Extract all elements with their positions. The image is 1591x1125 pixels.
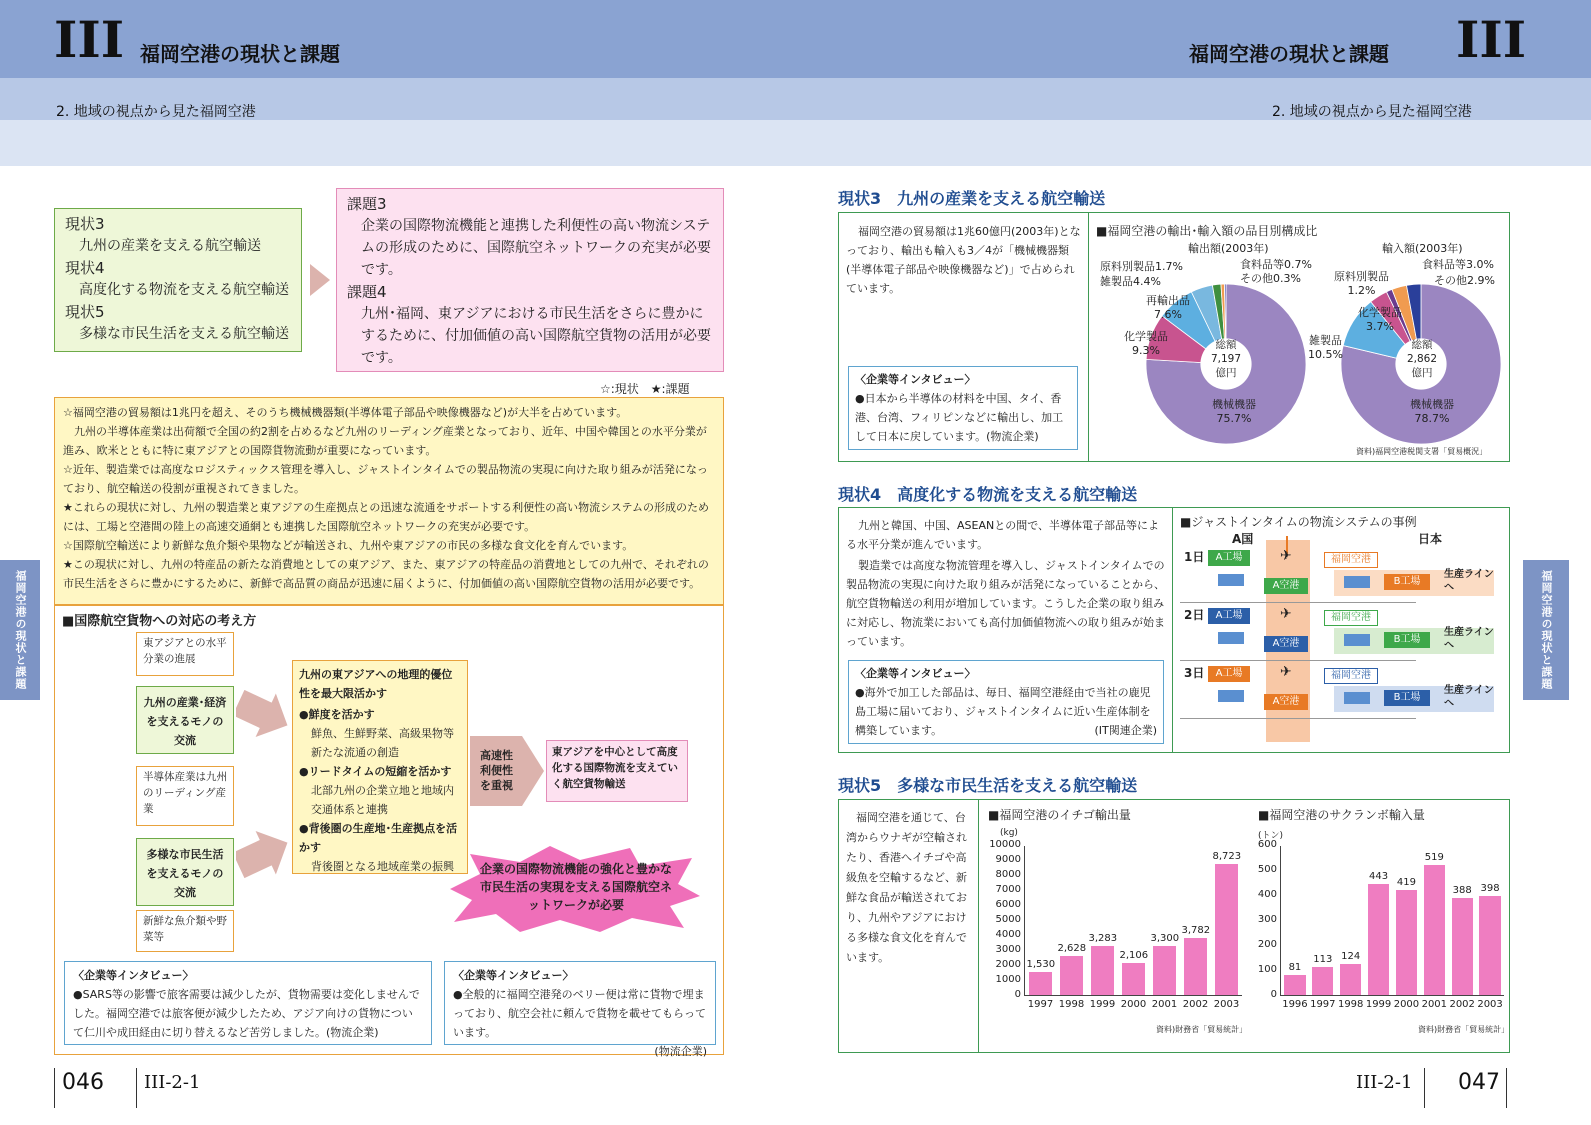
cherry-source: 資料)財務省「貿易統計」 [1418, 1025, 1510, 1034]
footer-rule [1424, 1068, 1425, 1108]
pie-label: 化学製品 9.3% [1124, 330, 1168, 357]
row-divider [1180, 718, 1416, 719]
pie-chart-title: ■福岡空港の輸出･輸入額の品目別構成比 [1096, 224, 1318, 238]
truck-icon [1344, 576, 1370, 588]
page-number-right: 047 [1458, 1070, 1500, 1095]
page-title-right: 福岡空港の現状と課題 [1189, 42, 1389, 66]
factory-b: B工場 [1384, 690, 1430, 706]
row-divider [1180, 602, 1416, 603]
bubble-horizontal: 東アジアとの水平分業の進展 [136, 632, 234, 676]
footer-rule [136, 1068, 137, 1108]
issue-text: 九州･福岡、東アジアにおける市民生活をさらに豊かにするために、付加価値の高い国際航空貨物の活用が必要です。 [361, 306, 711, 366]
status-box [54, 208, 302, 352]
day-label: 2日 [1184, 608, 1205, 622]
interview-box-2 [444, 961, 716, 1058]
y-tick-label: 6000 [995, 899, 1021, 910]
status-label: 現状4 [65, 259, 105, 277]
section3-title: 現状3 九州の産業を支える航空輸送 [838, 189, 1106, 208]
page-label-left: III-2-1 [144, 1072, 201, 1093]
note: ☆福岡空港の貿易額は1兆円を超え、そのうち機械機器類(半導体電子部品や映像機器など)が大半を占めています。 [63, 406, 628, 419]
page-label-right: III-2-1 [1356, 1072, 1413, 1093]
production-line: 生産ラインへ [1444, 685, 1494, 709]
row-divider [1180, 660, 1416, 661]
bar-value-label: 443 [1369, 871, 1389, 883]
strawberry-title: ■福岡空港のイチゴ輸出量 [988, 808, 1131, 822]
plane-icon: ✈ [1280, 664, 1292, 680]
footer-rule [54, 1068, 55, 1108]
note: 九州の半導体産業は出荷額で全国の約2割を占めるなど九州のリーディング産業となっており、近年、中国や韓国との水平分業が進み、欧米とともに特に東アジアとの国際貨物流動が重要になっています。 [63, 425, 707, 457]
note: ★これらの現状に対し、九州の製造業と東アジアの生産拠点との迅速な流通をサポートする利便性の高い物流システムの形成のためには、工場と空港間の陸上の高速交通網とも連携した国際航空ネットワークの充実が必要です。 [63, 501, 709, 533]
plane-icon: ✈ [1280, 606, 1292, 622]
bar-value-label: 419 [1396, 877, 1416, 889]
bar-value-label: 81 [1288, 961, 1302, 973]
airport-a: A空港 [1264, 694, 1308, 710]
factory-b: B工場 [1384, 632, 1430, 648]
bar-value-label: 388 [1452, 885, 1472, 896]
production-line: 生産ラインへ [1444, 627, 1494, 651]
issues-box [336, 188, 724, 372]
y-tick-label: 0 [1014, 989, 1021, 1000]
bar-1999 [1368, 884, 1389, 995]
country-a: A国 [1232, 532, 1254, 546]
subheader-band-light [0, 120, 1591, 166]
x-tick-label: 2002 [1449, 999, 1475, 1010]
pie1-total: 総額 7,197 億円 [1210, 339, 1242, 379]
chapter-numeral-right: III [1456, 10, 1527, 69]
airport-fukuoka: 福岡空港 [1324, 552, 1378, 568]
footer-rule [1506, 1068, 1507, 1108]
interview-source: (IT関連企業) [1094, 724, 1157, 737]
x-tick-label: 2001 [1421, 999, 1448, 1010]
x-tick-label: 2003 [1213, 999, 1240, 1010]
bar-1998 [1340, 964, 1361, 995]
cherry-chart [1257, 839, 1504, 1010]
interview-text: ●SARS等の影響で旅客需要は減少したが、貨物需要は変化しませんでした。福岡空港では旅客便が減少したため、アジア向けの貨物について仁川や成田経由に切り替えるなど苦労しました。(物流企業) [73, 988, 420, 1039]
issue-label: 課題3 [347, 195, 387, 213]
bubble-fresh: 新鮮な魚介類や野菜等 [136, 910, 234, 952]
section4-interview [848, 660, 1164, 744]
pie-label: 雑製品 10.5% [1308, 334, 1343, 361]
side-tab-right[interactable]: 福岡空港の現状と課題 [1523, 560, 1569, 700]
divider [1088, 212, 1089, 462]
truck-icon [1218, 632, 1244, 644]
bar-value-label: 8,723 [1212, 851, 1242, 863]
pie2-title: 輸入額(2003年) [1382, 242, 1463, 255]
truck-icon [1344, 634, 1370, 646]
y-tick-label: 5000 [995, 914, 1021, 925]
y-tick-label: 0 [1270, 989, 1277, 1000]
x-tick-label: 1999 [1089, 999, 1116, 1010]
airport-fukuoka: 福岡空港 [1324, 668, 1378, 684]
truck-icon [1344, 692, 1370, 704]
truck-icon [1218, 690, 1244, 702]
y-tick-label: 100 [1257, 964, 1277, 975]
pie-label: 食料品等3.0% [1422, 258, 1494, 271]
pie-label: 原料別製品1.7% [1100, 260, 1183, 273]
x-tick-label: 2000 [1120, 999, 1147, 1010]
bar-2000 [1122, 963, 1146, 995]
airport-a: A空港 [1264, 636, 1308, 652]
status-text: 高度化する物流を支える航空輸送 [79, 282, 289, 298]
issue-text: 企業の国際物流機能と連携した利便性の高い物流システムの形成のために、国際航空ネットワークの充実が必要です。 [361, 218, 711, 278]
interview-title: 〈企業等インタビュー〉 [453, 969, 574, 982]
chapter-numeral-left: III [54, 10, 125, 69]
y-tick-label: 600 [1257, 839, 1277, 850]
divider [1172, 507, 1173, 753]
pie-label: 食料品等0.7% [1240, 258, 1312, 271]
y-tick-label: 500 [1257, 864, 1277, 875]
concept-arrows [236, 690, 292, 890]
page-number-left: 046 [62, 1070, 104, 1095]
point-body: 鮮魚、生鮮野菜、高級果物等新たな流通の創造 [311, 727, 454, 759]
airport-fukuoka: 福岡空港 [1324, 610, 1378, 626]
bar-1997 [1029, 972, 1053, 995]
interview-title: 〈企業等インタビュー〉 [855, 373, 976, 386]
section5-text: 福岡空港を通じて、台湾からウナギが空輸されたり、香港へイチゴや高級魚を空輸するなど、新鮮な食品が輸送されており、九州やアジアにおける多様な食文化を育んでいます。 [846, 811, 967, 964]
strawberry-source: 資料)財務省「貿易統計」 [1156, 1025, 1248, 1034]
x-tick-label: 1997 [1027, 999, 1054, 1010]
section3-text: 福岡空港の貿易額は1兆60億円(2003年)となっており、輸出も輸入も3／4が「機械機器類(半導体電子部品や映像機器など)」で占められています。 [846, 225, 1081, 295]
pie1-title: 輸出額(2003年) [1188, 242, 1269, 255]
y-tick-label: 9000 [995, 854, 1021, 865]
bar-value-label: 113 [1313, 953, 1333, 965]
interview-title: 〈企業等インタビュー〉 [73, 969, 194, 982]
issue-label: 課題4 [347, 283, 387, 301]
bar-2001 [1153, 946, 1177, 996]
y-tick-label: 10000 [989, 839, 1021, 850]
section3-interview [848, 366, 1078, 450]
note: ☆近年、製造業では高度なロジスティックス管理を導入し、ジャストインタイムでの製品物流の実現に向けた取り組みが活発になっており、航空輸送の役割が重視されてきました。 [63, 463, 708, 495]
note: ☆国際航空輸送により新鮮な魚介類や果物などが輸送され、九州や東アジアの市民の多様な食文化を育んでいます。 [63, 539, 634, 552]
factory-a: A工場 [1208, 666, 1250, 682]
airport-a: A空港 [1264, 578, 1308, 594]
pie-label: 再輸出品 7.6% [1146, 294, 1190, 321]
bar-2002 [1452, 898, 1473, 995]
section4-text1: 九州と韓国、中国、ASEANとの間で、半導体電子部品等による水平分業が進んでいます。 [846, 519, 1159, 551]
pie-source: 資料)福岡空港税関支署「貿易概況」 [1356, 447, 1488, 456]
day-label: 3日 [1184, 666, 1205, 680]
pie-label: 雑製品4.4% [1100, 275, 1161, 288]
bar-value-label: 124 [1341, 951, 1361, 962]
x-tick-label: 1999 [1365, 999, 1392, 1010]
x-tick-label: 2001 [1151, 999, 1178, 1010]
interview-text: ●全般的に福岡空港発のベリー便は常に貨物で埋まっており、航空会社に頼んで貨物を載せてもらっています。 [453, 988, 706, 1039]
status-label: 現状5 [65, 303, 105, 321]
pie2-total: 総額 2,862 億円 [1406, 339, 1438, 379]
pie-label: その他2.9% [1434, 274, 1495, 287]
bar-1999 [1091, 946, 1115, 995]
legend: ☆:現状 ★:課題 [600, 382, 690, 396]
interview-box-1 [64, 961, 432, 1045]
section5-title: 現状5 多様な市民生活を支える航空輸送 [838, 776, 1138, 795]
x-tick-label: 2002 [1182, 999, 1209, 1010]
bar-value-label: 3,782 [1181, 925, 1211, 937]
bar-1998 [1060, 956, 1084, 995]
bar-1996 [1284, 975, 1305, 995]
bar-2000 [1396, 890, 1417, 995]
pie-label: その他0.3% [1240, 272, 1301, 285]
point-head: ●背後圏の生産地･生産拠点を活かす [299, 822, 458, 854]
production-line: 生産ラインへ [1444, 569, 1494, 593]
bar-1997 [1312, 967, 1333, 995]
bar-2003 [1479, 896, 1500, 996]
star-text: 企業の国際物流機能の強化と豊かな市民生活の実現を支える国際航空ネットワークが必要 [479, 862, 672, 912]
y-tick-label: 2000 [995, 959, 1021, 970]
flow-arrow [310, 264, 330, 296]
bar-2001 [1424, 865, 1445, 995]
factory-a: A工場 [1208, 608, 1250, 624]
speed-arrow-head [522, 736, 544, 806]
bar-2002 [1184, 938, 1208, 995]
goal-box: 東アジアを中心として高度化する国際物流を支えていく航空貨物輸送 [546, 740, 688, 802]
status-label: 現状3 [65, 215, 105, 233]
bar-2003 [1215, 864, 1239, 995]
bar-value-label: 398 [1480, 882, 1500, 894]
center-title: 九州の東アジアへの地理的優位性を最大限活かす [299, 668, 453, 700]
truck-icon [1218, 574, 1244, 586]
y-tick-label: 200 [1257, 939, 1277, 950]
pie-label: 原料別製品 1.2% [1334, 270, 1389, 297]
interview-text: ●海外で加工した部品は、毎日、福岡空港経由で当社の鹿児島工場に届いており、ジャストインタイムに近い生産体制を構築しています。 [855, 686, 1151, 737]
x-tick-label: 1997 [1310, 999, 1336, 1010]
plane-icon: ✈ [1280, 548, 1292, 564]
point-body: 背後圏となる地域産業の振興 [311, 860, 454, 873]
cherry-title: ■福岡空港のサクランボ輸入量 [1258, 808, 1425, 822]
bar-value-label: 3,300 [1150, 932, 1180, 944]
cherry-unit: (トン) [1258, 831, 1284, 841]
page-title-left: 福岡空港の現状と課題 [140, 42, 340, 66]
status-text: 多様な市民生活を支える航空輸送 [79, 326, 289, 342]
x-tick-label: 1998 [1337, 999, 1364, 1010]
bar-value-label: 3,283 [1088, 932, 1118, 944]
x-tick-label: 2003 [1477, 999, 1503, 1010]
factory-a: A工場 [1208, 550, 1250, 566]
center-box [292, 660, 468, 874]
interview-text: ●日本から半導体の材料を中国、タイ、香港、台湾、フィリピンなどに輸出し、加工して日本に戻しています。(物流企業) [855, 392, 1064, 443]
pie-label: 機械機器 75.7% [1212, 398, 1256, 425]
pie-label: 化学製品 3.7% [1358, 306, 1402, 333]
node-citizens: 多様な市民生活を支えるモノの交流 [136, 838, 234, 906]
x-tick-label: 1996 [1282, 999, 1308, 1010]
strawberry-chart [989, 839, 1242, 1010]
y-tick-label: 7000 [995, 884, 1021, 895]
point-body: 北部九州の企業立地と地域内交通体系と連携 [311, 784, 454, 816]
interview-title: 〈企業等インタビュー〉 [855, 667, 976, 680]
y-tick-label: 400 [1257, 889, 1277, 900]
bar-value-label: 2,628 [1057, 942, 1087, 954]
x-tick-label: 2000 [1393, 999, 1420, 1010]
concept-title: ■国際航空貨物への対応の考え方 [62, 614, 257, 629]
section-subtitle-left: 2. 地域の視点から見た福岡空港 [56, 104, 256, 120]
y-tick-label: 4000 [995, 929, 1021, 940]
section-subtitle-right: 2. 地域の視点から見た福岡空港 [1272, 104, 1472, 120]
section4-title: 現状4 高度化する物流を支える航空輸送 [838, 485, 1138, 504]
y-tick-label: 300 [1257, 914, 1277, 925]
bar-value-label: 519 [1424, 852, 1444, 864]
y-tick-label: 8000 [995, 869, 1021, 880]
bar-value-label: 2,106 [1119, 950, 1149, 962]
node-industry: 九州の産業･経済を支えるモノの交流 [136, 686, 234, 754]
y-tick-label: 1000 [995, 974, 1021, 985]
section4-text2: 製造業では高度な物流管理を導入し、ジャストインタイムでの製品物流の実現に向けた取り組みが活発になっていることから、航空貨物輸送の利用が増加しています。こうした企業の取り組みに対応し、物流業においても高付加価値物流への取り組みが始まっています。 [846, 559, 1165, 648]
note: ★この現状に対し、九州の特産品の新たな消費地としての東アジア、また、東アジアの特産品の消費地としての九州で、それぞれの市民生活をさらに豊かにするために、新鮮で高品質の商品が迅速に届くように、付加価値の高い国際航空貨物の活用が必要です。 [63, 558, 709, 590]
side-tab-left[interactable]: 福岡空港の現状と課題 [0, 560, 40, 700]
bar-value-label: 1,530 [1026, 959, 1056, 971]
notes-box [54, 397, 724, 605]
status-text: 九州の産業を支える航空輸送 [79, 238, 261, 254]
bubble-semiconductor: 半導体産業は九州のリーディング産業 [136, 766, 234, 826]
day-label: 1日 [1184, 550, 1205, 564]
pie-label: 機械機器 78.7% [1410, 398, 1454, 425]
factory-b: B工場 [1384, 574, 1430, 590]
x-tick-label: 1998 [1058, 999, 1085, 1010]
y-tick-label: 3000 [995, 944, 1021, 955]
interview-source: (物流企業) [654, 1045, 707, 1058]
jit-title: ■ジャストインタイムの物流システムの事例 [1180, 515, 1417, 529]
point-head: ●鮮度を活かす [299, 708, 375, 721]
point-head: ●リードタイムの短縮を活かす [299, 765, 452, 778]
speed-arrow: 高速性利便性を重視 [470, 736, 522, 806]
country-japan: 日本 [1418, 532, 1443, 546]
divider [978, 799, 979, 1053]
strawberry-unit: (kg) [1000, 828, 1018, 838]
